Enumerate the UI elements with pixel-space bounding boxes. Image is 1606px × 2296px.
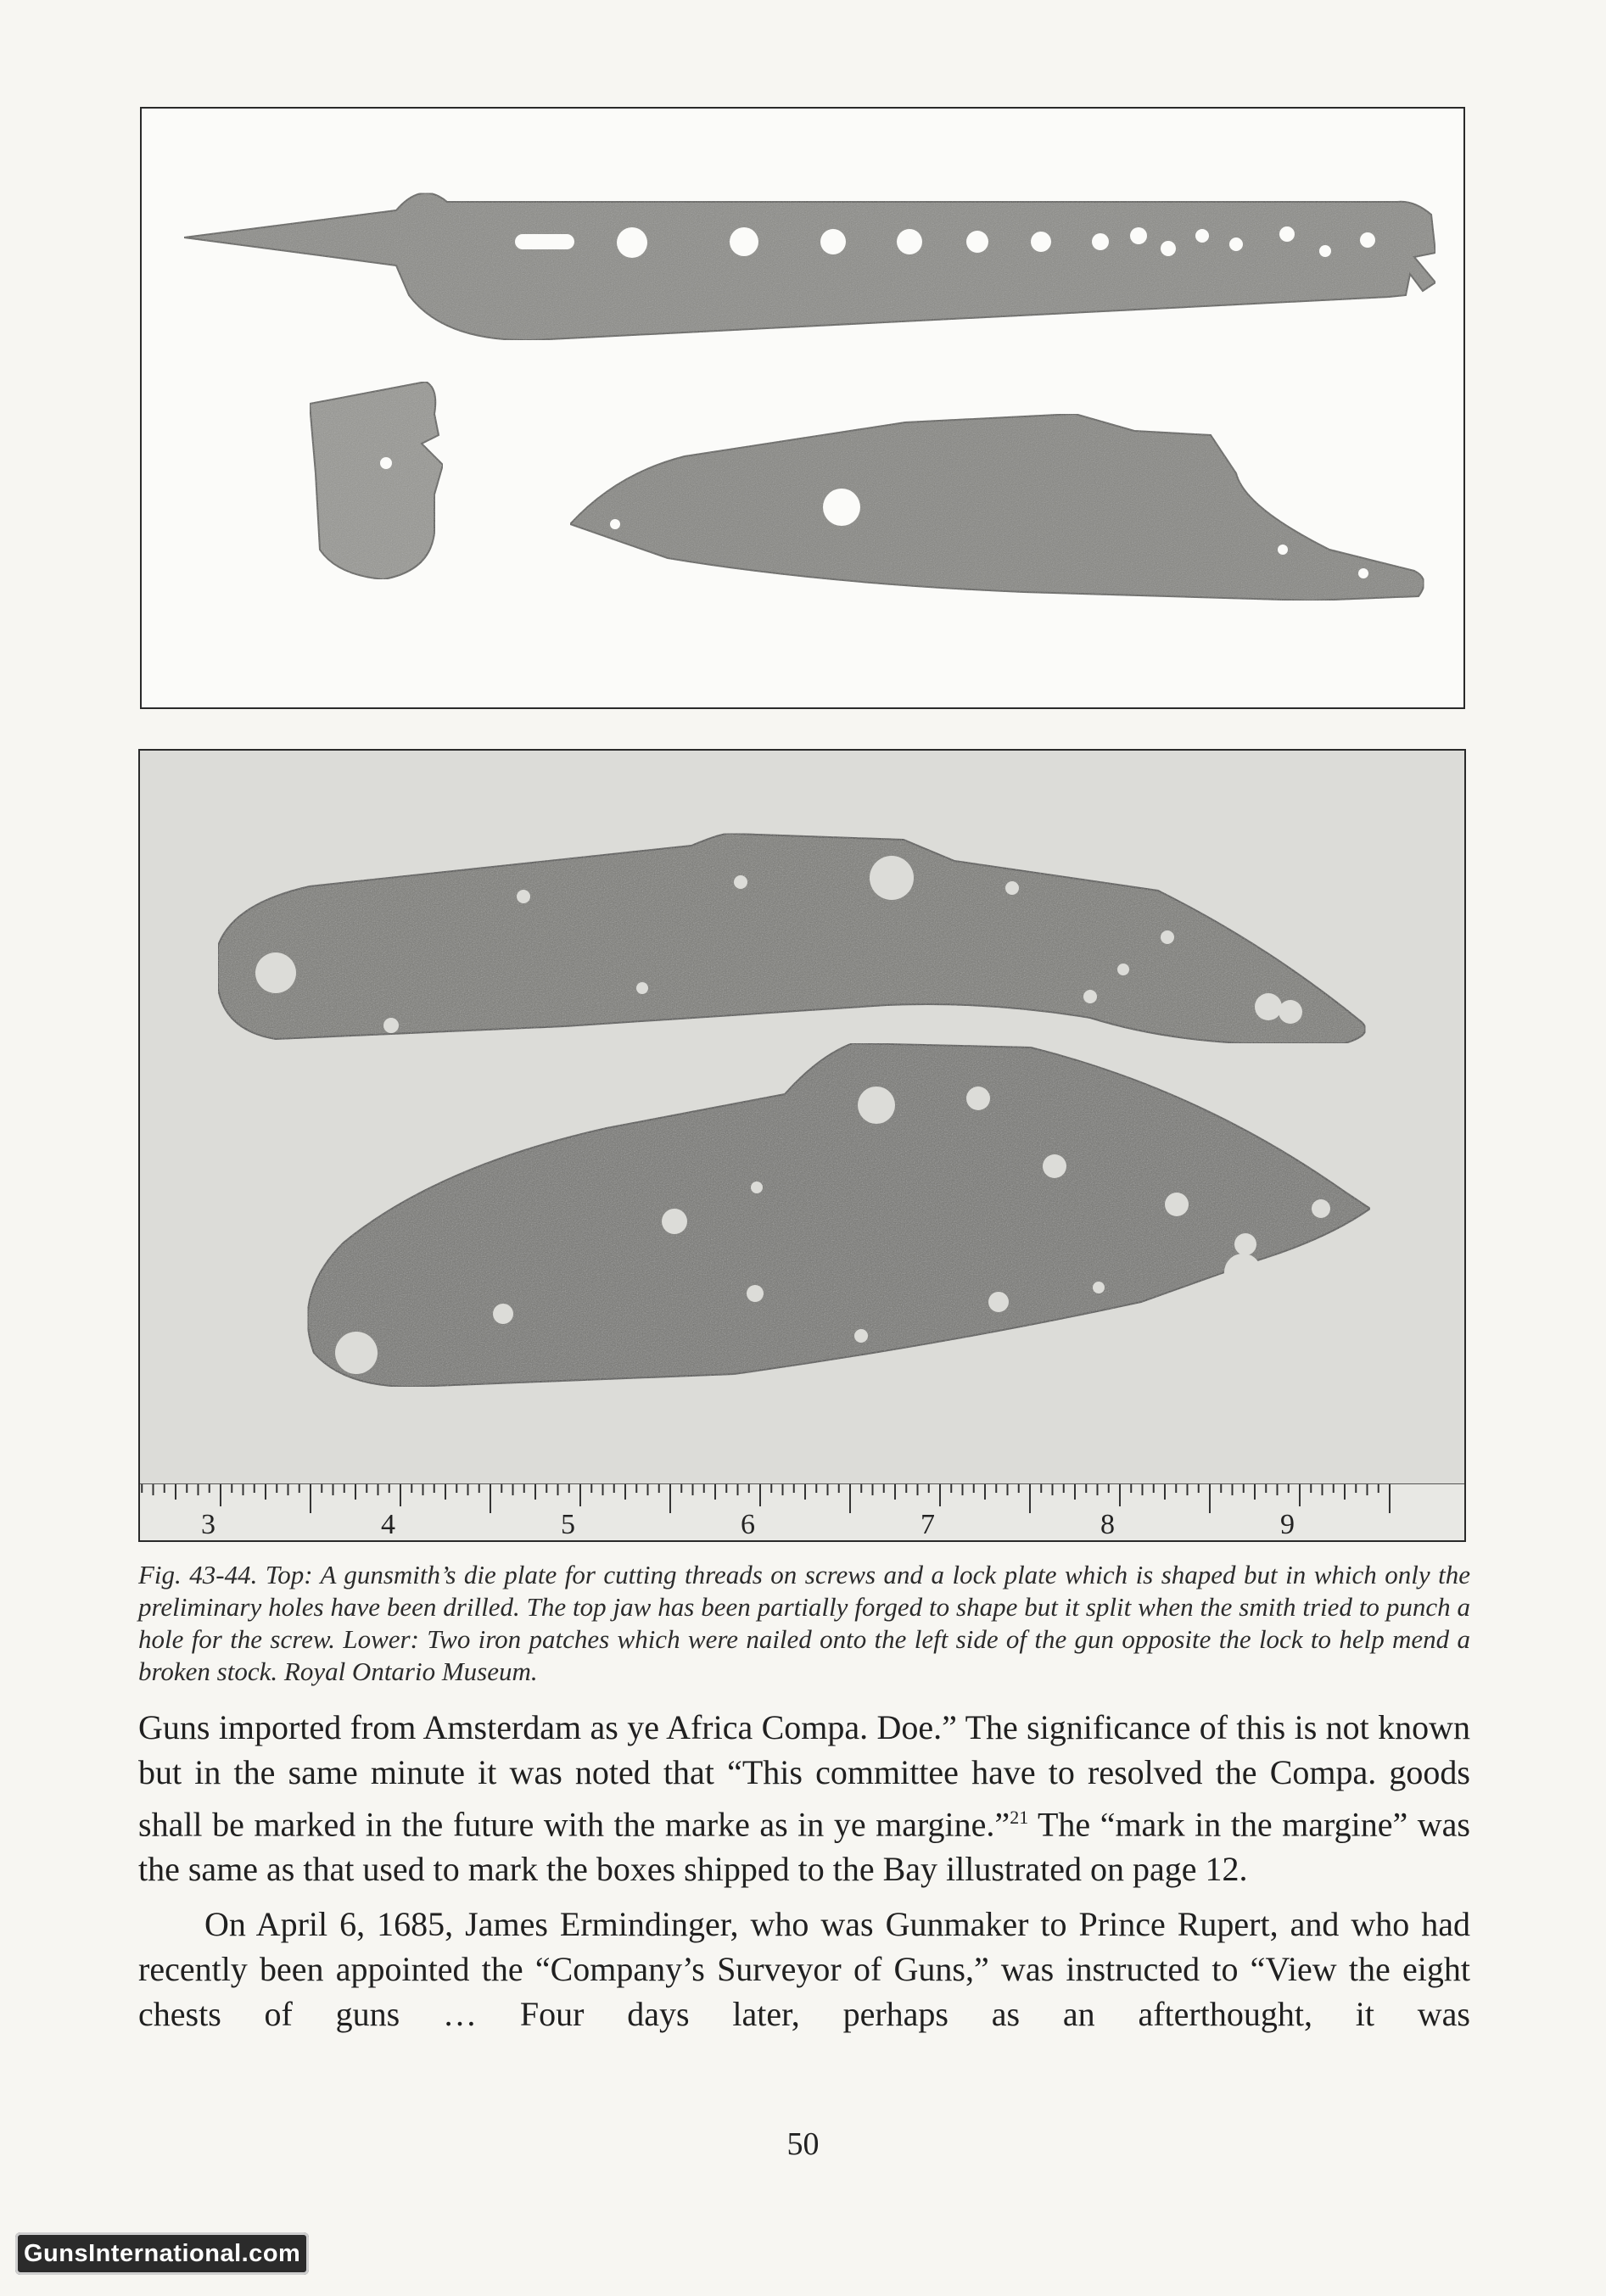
watermark-logo: [15, 2232, 309, 2275]
ruler-label: 7: [921, 1509, 935, 1540]
figure-top-photo: [140, 107, 1465, 709]
paragraph-1-tail: The “mark in the margine” was the same as that used to mark the boxes shipped to the Bay illustrated on page 12.: [138, 1805, 1470, 1889]
figure-bottom-photo: [138, 749, 1466, 1542]
iron-patch-upper: [218, 834, 1366, 1043]
figure-caption: Fig. 43-44. Top: A gunsmith’s die plate for cutting threads on screws and a lock plate which is shaped but in which only the preliminary holes have been drilled. The top jaw has been partially forged to shape but it split when the smith tried to punch a hole for the screw. Lower: Two iron patches which were nailed onto the left side of the gun opposite the lock to help mend a broken stock. Royal Ontario Museum.: [138, 1560, 1470, 1686]
body-text: [138, 1705, 1470, 2036]
artifact-illustration-bottom: [140, 751, 1464, 1485]
artifact-illustration-top: [142, 109, 1463, 707]
ruler-label: 5: [561, 1509, 575, 1540]
page-number: 50: [786, 2126, 820, 2162]
ruler-ticks: [140, 1484, 1464, 1540]
footnote-ref: 21: [1010, 1807, 1029, 1828]
paragraph-2: On April 6, 1685, James Ermindinger, who was Gunmaker to Prince Rupert, and who had recently been appointed the “Company’s Surveyor of Guns,” was instructed to “View the eight chests of guns … Four days later, perhaps as an afterthought, it was: [138, 1905, 1470, 2034]
ruler-label: 4: [381, 1509, 395, 1540]
watermark-text: GunsInternational.com: [24, 2239, 301, 2267]
lock-plate: [570, 414, 1424, 601]
top-jaw: [310, 382, 443, 579]
ruler-label: 6: [741, 1509, 755, 1540]
ruler-label: 9: [1280, 1509, 1295, 1540]
iron-patch-lower: [308, 1043, 1370, 1387]
ruler-label: 3: [201, 1509, 215, 1540]
paragraph-1: [138, 1705, 1470, 1891]
measuring-ruler: [140, 1483, 1464, 1540]
paragraph-1-text: Guns imported from Amsterdam as ye Africa Compa. Doe.” The significance of this is not known but in the same minute it was noted that “This committee have to resolved the Compa. goods shall be marked in the future with the marke as in ye margine.”: [138, 1708, 1470, 1844]
die-plate: [184, 193, 1435, 340]
ruler-label: 8: [1100, 1509, 1115, 1540]
